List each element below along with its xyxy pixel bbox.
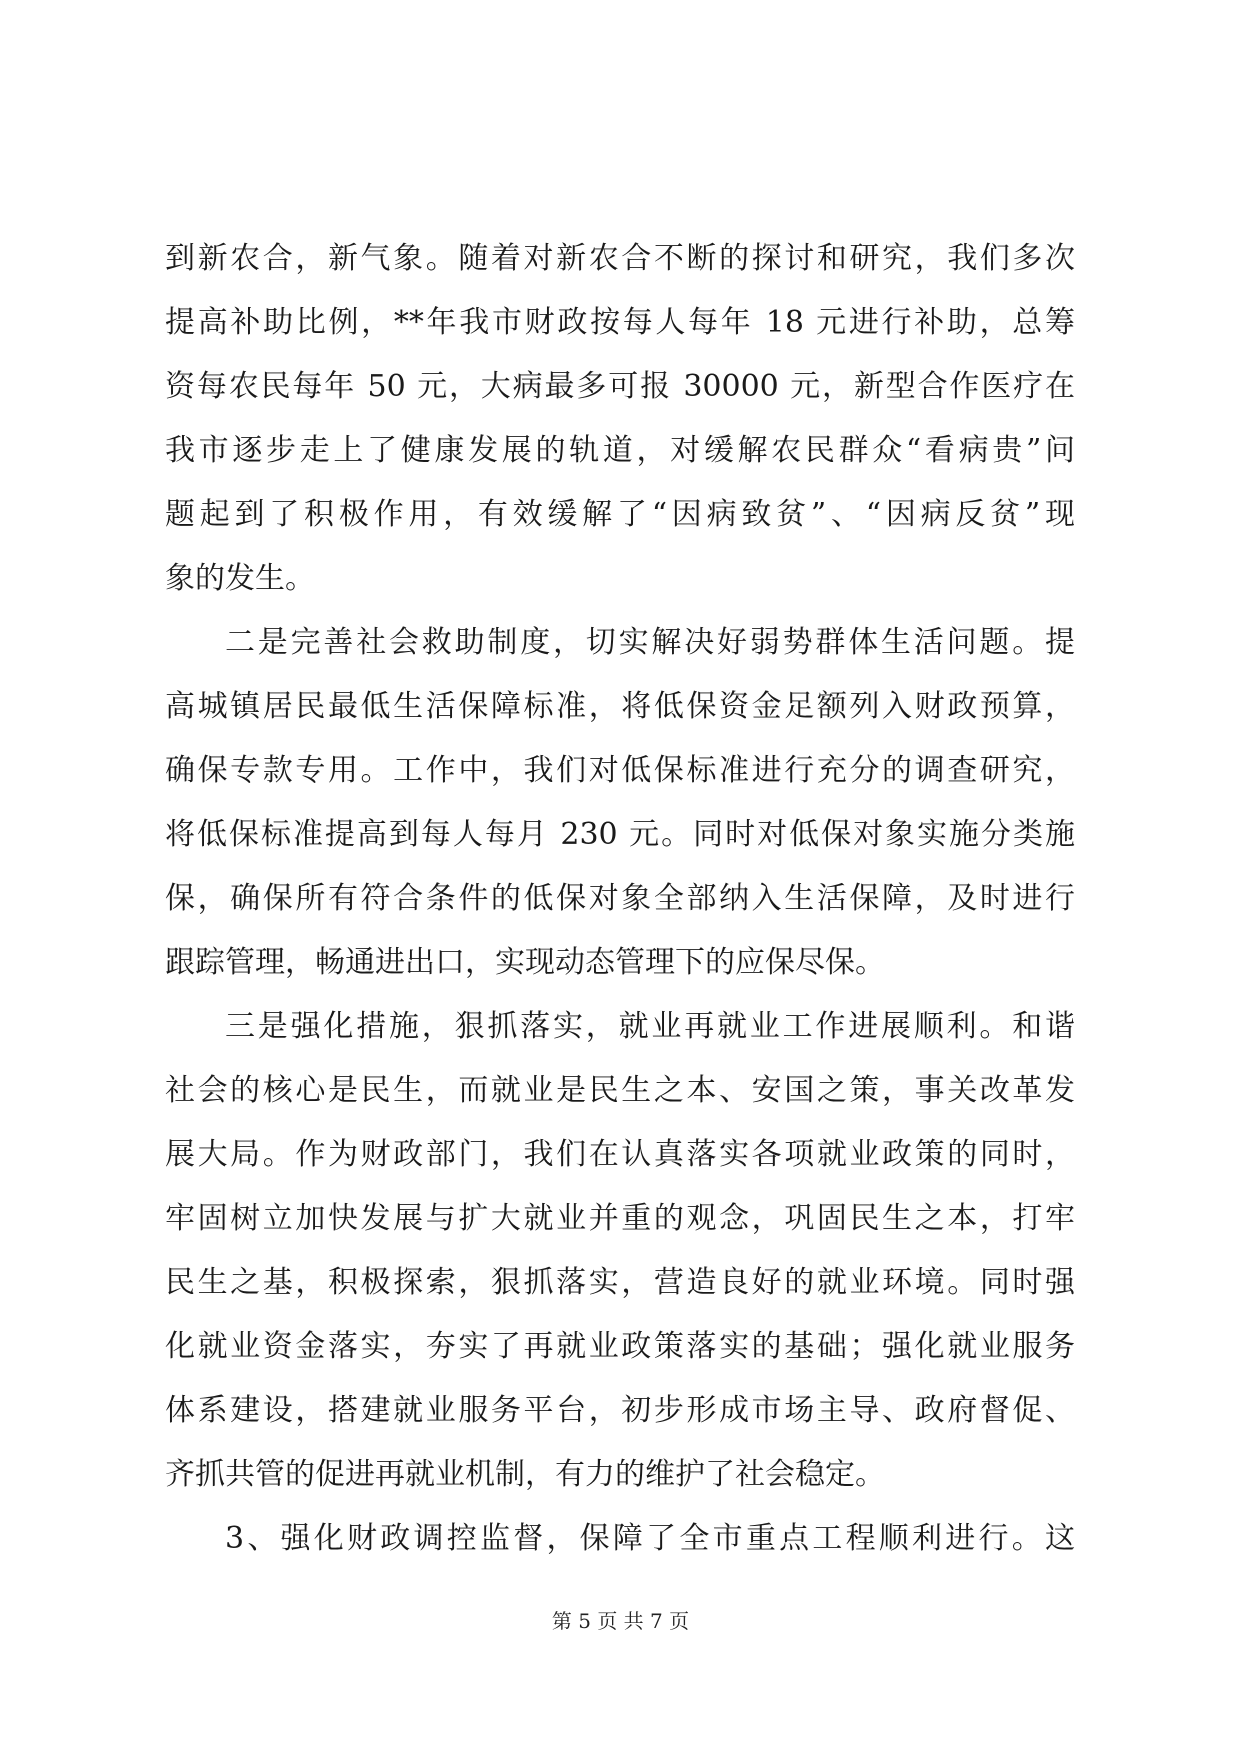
page-number-footer: 第 5 页 共 7 页 bbox=[551, 1609, 690, 1633]
text-line: 化就业资金落实，夯实了再就业政策落实的基础；强化就业服务 bbox=[165, 1329, 1075, 1364]
text-line: 资每农民每年 50 元，大病最多可报 30000 元，新型合作医疗在 bbox=[165, 369, 1075, 404]
text-line: 3、强化财政调控监督，保障了全市重点工程顺利进行。这 bbox=[225, 1521, 1075, 1556]
text-line: 保，确保所有符合条件的低保对象全部纳入生活保障，及时进行 bbox=[165, 881, 1075, 916]
text-line: 三是强化措施，狠抓落实，就业再就业工作进展顺利。和谐 bbox=[225, 1009, 1075, 1044]
text-line: 体系建设，搭建就业服务平台，初步形成市场主导、政府督促、 bbox=[165, 1393, 1075, 1428]
text-line: 齐抓共管的促进再就业机制，有力的维护了社会稳定。 bbox=[165, 1457, 885, 1492]
text-line: 我市逐步走上了健康发展的轨道，对缓解农民群众“看病贵”问 bbox=[165, 433, 1075, 468]
text-line: 高城镇居民最低生活保障标准，将低保资金足额列入财政预算， bbox=[165, 689, 1075, 724]
text-line: 题起到了积极作用，有效缓解了“因病致贫”、“因病反贫”现 bbox=[165, 497, 1075, 532]
text-line: 到新农合，新气象。随着对新农合不断的探讨和研究，我们多次 bbox=[165, 241, 1075, 276]
text-line: 二是完善社会救助制度，切实解决好弱势群体生活问题。提 bbox=[225, 625, 1075, 660]
text-line: 展大局。作为财政部门，我们在认真落实各项就业政策的同时， bbox=[165, 1137, 1075, 1172]
text-line: 提高补助比例，**年我市财政按每人每年 18 元进行补助，总筹 bbox=[165, 305, 1075, 340]
text-line: 象的发生。 bbox=[165, 561, 315, 596]
text-line: 跟踪管理，畅通进出口，实现动态管理下的应保尽保。 bbox=[165, 945, 885, 980]
text-line: 民生之基，积极探索，狠抓落实，营造良好的就业环境。同时强 bbox=[165, 1265, 1075, 1300]
text-line: 社会的核心是民生，而就业是民生之本、安国之策，事关改革发 bbox=[165, 1073, 1075, 1108]
document-body bbox=[165, 227, 1075, 1571]
text-line: 将低保标准提高到每人每月 230 元。同时对低保对象实施分类施 bbox=[165, 817, 1075, 852]
text-line: 牢固树立加快发展与扩大就业并重的观念，巩固民生之本，打牢 bbox=[165, 1201, 1075, 1236]
text-line: 确保专款专用。工作中，我们对低保标准进行充分的调查研究， bbox=[165, 753, 1075, 788]
